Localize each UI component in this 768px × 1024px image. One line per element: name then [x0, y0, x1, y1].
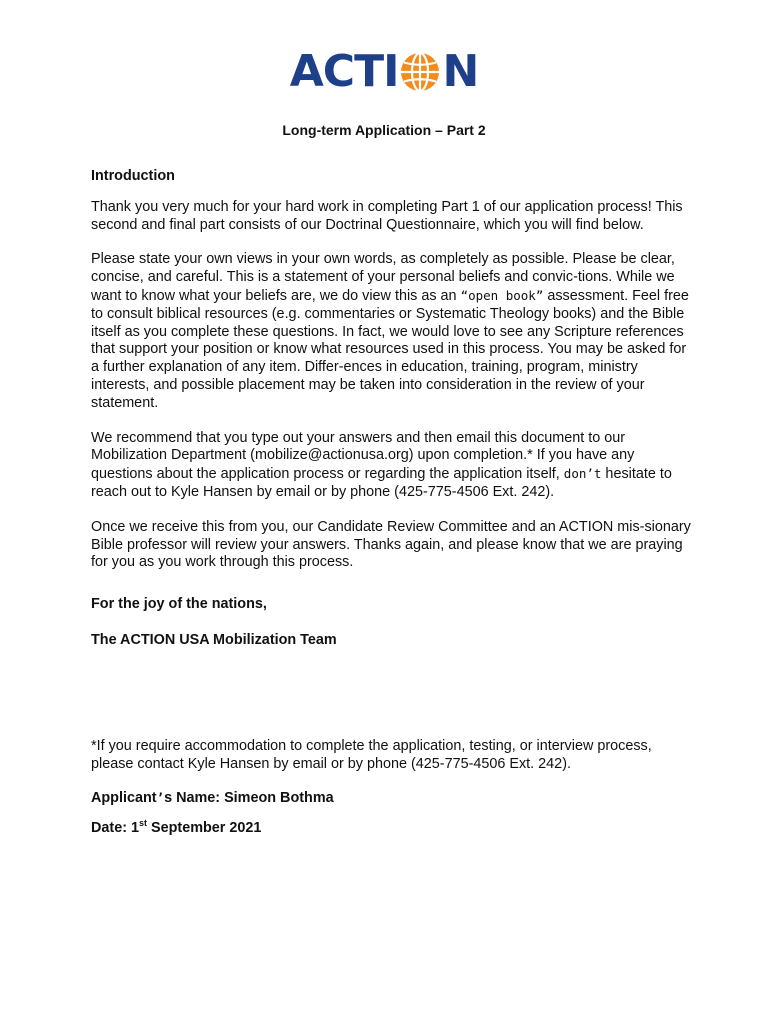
- open-book-phrase: “open book”: [460, 287, 544, 303]
- logo-text-part1: ACTI: [289, 46, 399, 97]
- intro-paragraph-3: [91, 430, 691, 502]
- accommodation-footnote: *If you require accommodation to complete the application, testing, or interview process, please contact Kyle Hansen by email or by phone (425-775-4506 Ext. 242).: [91, 737, 652, 772]
- date-value: September 2021: [147, 820, 262, 837]
- globe-icon: [399, 51, 441, 93]
- logo-wordmark: [289, 46, 479, 97]
- paragraph-3-text-a: We recommend that you type out your answers and then email this document to our Mobilization Department (mobilize@actionusa.org) upon completion.* If you have any questions about the application process or regarding the application itself,: [91, 429, 635, 483]
- intro-paragraph-1: Thank you very much for your hard work in completing Part 1 of our application process! This second and final part consists of our Doctrinal Questionnaire, which you will find below.: [91, 198, 683, 233]
- logo-text-part2: N: [442, 46, 479, 97]
- applicant-apostrophe: ’: [156, 790, 165, 806]
- applicant-name: [91, 789, 691, 808]
- intro-paragraph-2: [91, 251, 691, 412]
- section-heading-introduction: Introduction: [91, 168, 175, 184]
- application-date: [91, 820, 691, 838]
- date-ordinal: st: [139, 818, 148, 829]
- applicant-value: s Name: Simeon Bothma: [164, 790, 334, 807]
- paragraph-3-text-b: hesitate to reach out to Kyle Hansen by email or by phone (425-775-4506 Ext. 242).: [91, 466, 672, 500]
- intro-paragraph-4: Once we receive this from you, our Candidate Review Committee and an ACTION mis-sionary Bible professor will review your answers. Thanks again, and please know that we are praying for you as you work through this process.: [91, 518, 691, 571]
- signoff-team: The ACTION USA Mobilization Team: [91, 631, 337, 648]
- date-label: Date: 1: [91, 820, 139, 837]
- document-body: [91, 168, 691, 838]
- applicant-label: Applicant: [91, 790, 157, 807]
- signoff-greeting: For the joy of the nations,: [91, 596, 267, 613]
- action-logo: [0, 46, 768, 97]
- paragraph-2-text-b: assessment. Feel free to consult biblical resources (e.g. commentaries or Systematic Theology books) and the Bible itself as you complete these questions. In fact, we would love to see any Scripture references that support your position or know what resources used in this process. You may be asked for a further explanation of any item. Differ-ences in education, training, program, ministry interests, and possible placement may be taken into consideration in the review of your statement.: [91, 287, 689, 411]
- dont-word: don’t: [563, 466, 602, 482]
- document-title: Long-term Application – Part 2: [282, 122, 486, 138]
- paragraph-2-text-a: Please state your own views in your own words, as completely as possible. Please be clear, concise, and careful. This is a statement of your personal beliefs and convic-tions. While we want to know what your beliefs are, we do view this as an: [91, 251, 675, 304]
